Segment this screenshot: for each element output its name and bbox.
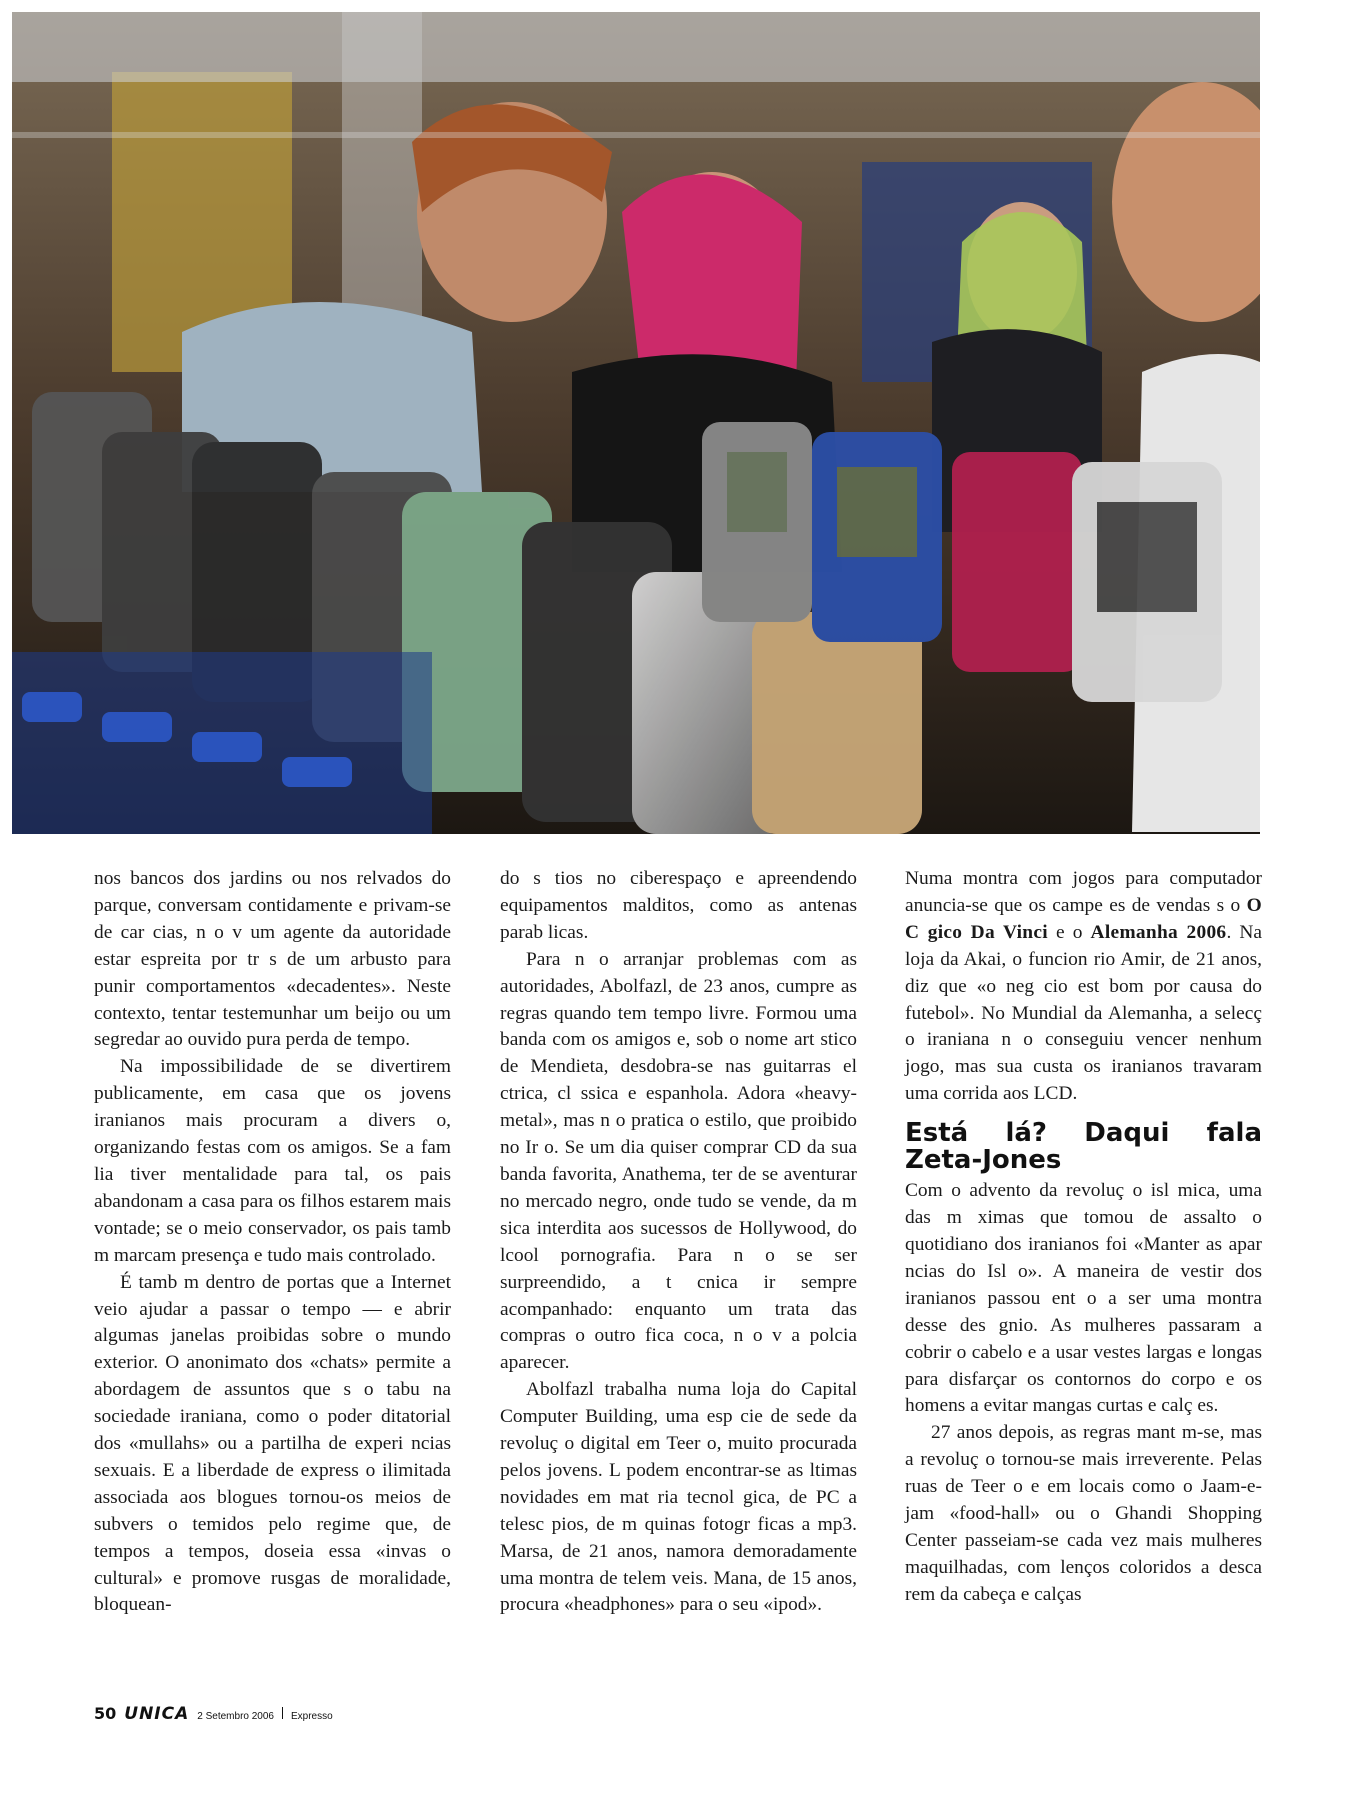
section-subheading: Está lá? Daqui fala Zeta-Jones [905,1118,1262,1176]
text-run: e o [1047,921,1091,943]
game-title-bold: Alemanha 2006 [1090,921,1227,943]
text-run: Numa montra com jogos para computador anuncia-se que os campe es de vendas s o [905,868,1262,916]
paragraph [905,866,1262,1108]
article-photo [12,12,1260,834]
paragraph: É tamb m dentro de portas que a Internet veio ajudar a passar o tempo — e abrir algumas janelas proibidas sobre o mundo exterior. O anonimato dos «chats» permite a abordagem de assuntos que s o tabu na sociedade iraniana, como o poder ditatorial dos «mullahs» ou a partilha de experi ncias sexuais. E a liberdade de express o ilimitada associada aos blogues tornou-os meios de subvers o temidos pelo regime que, de tempos a tempos, doseia essa «invas o cultural» e promove rusgas de moralidade, bloquean- [94,1271,451,1616]
article-column-1 [94,866,451,1619]
text-run: . Na loja da Akai, o funcion rio Amir, de 21 anos, diz que «o neg cio est bom por causa do futebol». No Mundial da Alemanha, a selecç o iraniana n o conseguiu vencer nenhum jogo, mas sua custa os iranianos travaram uma corrida aos LCD. [905,921,1262,1105]
photo-shoppers-at-mobile-phone-display-icon [12,12,1260,834]
paragraph: do s tios no ciberespaço e apreendendo equipamentos malditos, como as antenas parab licas. [500,868,857,943]
publication-name: Expresso [290,1711,333,1722]
issue-date: 2 Setembro 2006 [197,1711,274,1722]
article-column-3 [905,866,1262,1609]
paragraph: nos bancos dos jardins ou nos relvados do parque, conversam contidamente e privam-se de car cias, n o v um agente da autoridade estar espreita por tr s de um arbusto para punir comportamentos «decadentes». Neste contexto, tentar testemunhar um beijo ou um segredar ao ouvido pura perda de tempo. [94,868,451,1051]
article-column-2 [500,866,857,1619]
paragraph: Com o advento da revoluç o isl mica, uma das m ximas que tomou de assalto o quotidiano dos iranianos foi «Manter as apar ncias do Isl o». A maneira de vestir dos iranianos passou ent o a ser uma montra desse des gnio. As mulheres passaram a cobrir o cabelo e a usar vestes largas e longas para disfarçar os contornos do corpo e os homens a evitar mangas curtas e calç es. [905,1180,1262,1417]
page-number: 50 [94,1704,117,1723]
game-title-bold: O C gico Da Vinci [905,894,1262,943]
paragraph: Na impossibilidade de se divertirem publicamente, em casa que os jovens iranianos mais procuram a divers o, organizando festas com os amigos. Se a fam lia tiver mentalidade para tal, os pais abandonam a casa para os filhos estarem mais vontade; se o meio conservador, os pais tamb m marcam presença e tudo mais controlado. [94,1056,451,1266]
divider [282,1707,283,1719]
paragraph: 27 anos depois, as regras mant m-se, mas a revoluç o tornou-se mais irreverente. Pelas ruas de Teer o e em locais como o Jaam-e-jam «food-hall» ou o Ghandi Shopping Center passeiam-se cada vez mais mulheres maquilhadas, com lenços coloridos a desca rem da cabeça e calças [905,1422,1262,1605]
paragraph: Para n o arranjar problemas com as autoridades, Abolfazl, de 23 anos, cumpre as regras quando tem tempo livre. Formou uma banda com os amigos e, sob o nome art stico de Mendieta, desdobra-se nas guitarras el ctrica, cl ssica e espanhola. Adora «heavy-metal», mas n o pratica o estilo, que proibido no Ir o. Se um dia quiser comprar CD da sua banda favorita, Anathema, ter de se aventurar no mercado negro, onde tudo se vende, da m sica interdita aos sucessos de Hollywood, do lcool pornografia. Para n o se ser surpreendido, a t cnica ir sempre acompanhado: enquanto um trata das compras o outro fica coca, n o v a polcia aparecer. [500,948,857,1374]
paragraph: Abolfazl trabalha numa loja do Capital Computer Building, uma esp cie de sede da revoluç o digital em Teer o, muito procurada pelos jovens. L podem encontrar-se as ltimas novidades em mat ria tecnol gica, de PC a telesc pios, de m quinas fotogr ficas a mp3. Marsa, de 21 anos, namora demoradamente uma montra de telem veis. Mana, de 15 anos, procura «headphones» para o seu «ipod». [500,1379,857,1616]
page-footer [94,1704,333,1726]
magazine-logo: UNICA [124,1704,190,1724]
